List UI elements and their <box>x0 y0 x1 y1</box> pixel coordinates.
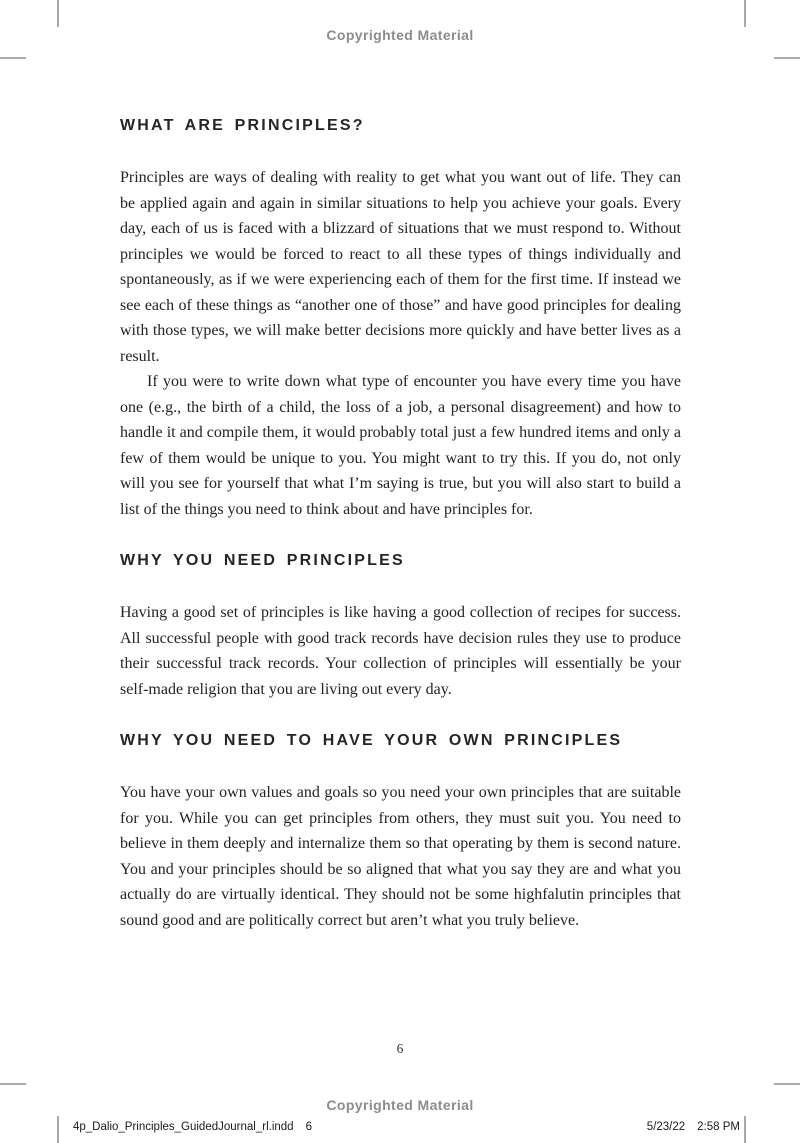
section-why-you-need-principles <box>120 552 681 702</box>
section-why-your-own-principles <box>120 732 681 933</box>
crop-mark-top-right-vertical <box>744 0 746 27</box>
copyright-banner-bottom: Copyrighted Material <box>326 1097 474 1113</box>
slug-date: 5/23/22 <box>646 1121 686 1133</box>
page-body <box>120 117 681 933</box>
slug-time: 2:58 PM <box>697 1121 740 1133</box>
section-heading: WHAT ARE PRINCIPLES? <box>120 117 365 134</box>
slug-footer <box>73 1121 740 1133</box>
crop-mark-top-left-vertical <box>57 0 59 27</box>
copyright-banner-top: Copyrighted Material <box>326 27 474 43</box>
section-heading: WHY YOU NEED PRINCIPLES <box>120 552 405 569</box>
crop-mark-bottom-left-horizontal <box>0 1083 26 1085</box>
slug-datetime <box>647 1121 740 1133</box>
section-heading: WHY YOU NEED TO HAVE YOUR OWN PRINCIPLES <box>120 732 623 749</box>
crop-mark-bottom-right-horizontal <box>774 1083 800 1085</box>
section-what-are-principles <box>120 117 681 522</box>
page-number: 6 <box>396 1041 404 1056</box>
crop-mark-bottom-left-vertical <box>57 1116 59 1143</box>
slug-file-page: 6 <box>305 1121 312 1133</box>
body-paragraph: Having a good set of principles is like having a good collection of recipes for success. All successful people with good track records have decision rules they use to produce their successful track records. Your collection of principles will essentially be your self-made religion that you are living out every day. <box>120 604 681 698</box>
crop-mark-top-left-horizontal <box>0 57 26 59</box>
slug-file-name: 4p_Dalio_Principles_GuidedJournal_rl.indd <box>73 1121 294 1133</box>
crop-mark-bottom-right-vertical <box>744 1116 746 1143</box>
body-paragraph: You have your own values and goals so you need your own principles that are suitable for you. While you can get principles from others, they must suit you. You need to believe in them deeply and internalize them so that operating by them is second nature. You and your principles should be so aligned that what you say they are and what you actually do are virtually identical. They should not be some highfalutin principles that sound good and are politically correct but aren’t what you truly believe. <box>120 784 681 929</box>
crop-mark-top-right-horizontal <box>774 57 800 59</box>
body-paragraph: If you were to write down what type of encounter you have every time you have one (e.g., the birth of a child, the loss of a job, a personal disagreement) and how to handle it and compile them, it would probably total just a few hundred items and only a few of them would be unique to you. You might want to try this. If you do, not only will you see for yourself that what I’m saying is true, but you will also start to build a list of the things you need to think about and have principles for. <box>120 373 681 518</box>
slug-file-info <box>73 1121 312 1133</box>
body-paragraph: Principles are ways of dealing with reality to get what you want out of life. They can be applied again and again in similar situations to help you achieve your goals. Every day, each of us is faced with a blizzard of situations that we must respond to. Without principles we would be forced to react to all these types of things individually and spontaneously, as if we were experiencing each of them for the first time. If instead we see each of these things as “another one of those” and have good principles for dealing with those types, we will make better decisions more quickly and have better lives as a result. <box>120 169 681 365</box>
